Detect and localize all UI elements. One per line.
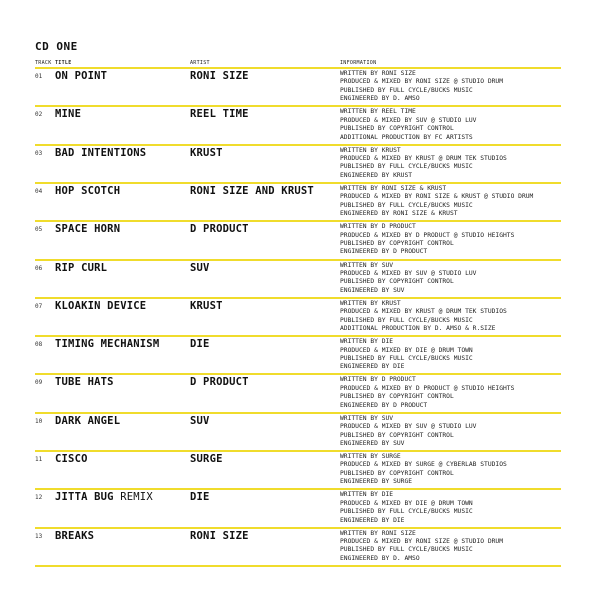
track-info-line: PUBLISHED BY COPYRIGHT CONTROL [340, 278, 454, 286]
title-column-header: TITLE [55, 60, 72, 66]
track-artist: SUV [190, 261, 210, 274]
track-divider [35, 565, 561, 567]
track-title [55, 223, 120, 235]
track-divider [35, 412, 561, 414]
track-divider [35, 527, 561, 529]
track-row [35, 223, 561, 259]
track-title-text: HOP SCOTCH [55, 184, 121, 197]
track-info-line: ADDITIONAL PRODUCTION BY FC ARTISTS [340, 133, 473, 141]
track-info-line: PRODUCED & MIXED BY SUV @ STUDIO LUV [340, 116, 477, 124]
track-info-line: PRODUCED & MIXED BY KRUST @ DRUM TEK STUDIOS [340, 155, 507, 162]
track-information [340, 185, 561, 219]
track-title-text: SPACE HORN [55, 223, 121, 236]
track-artist: RONI SIZE [190, 70, 249, 82]
track-row [35, 70, 561, 106]
track-info-line: WRITTEN BY D PRODUCT [340, 223, 416, 231]
track-info-line: WRITTEN BY KRUST [340, 146, 401, 154]
track-info-line: WRITTEN BY DIE [340, 338, 394, 346]
track-info-line: PUBLISHED BY FULL CYCLE/BUCKS MUSIC [340, 163, 473, 171]
track-info-line: ENGINEERED BY KRUST [340, 171, 413, 179]
track-artist: D PRODUCT [190, 376, 249, 389]
track-number: 05 [35, 226, 43, 234]
track-information [340, 453, 561, 487]
track-info-line: PRODUCED & MIXED BY RONI SIZE & KRUST @ STUDIO DRUM [340, 193, 534, 201]
track-artist: RONI SIZE AND KRUST [190, 184, 314, 197]
track-divider [35, 105, 561, 107]
track-title [55, 453, 88, 465]
track-title [55, 108, 81, 120]
track-divider [35, 259, 561, 261]
track-number: 09 [35, 379, 43, 387]
track-title-text: DARK ANGEL [55, 414, 121, 427]
track-information [340, 108, 561, 142]
track-info-line: ENGINEERED BY SUV [340, 439, 405, 447]
track-info-line: PUBLISHED BY COPYRIGHT CONTROL [340, 240, 454, 247]
track-title-text: TUBE HATS [55, 376, 114, 389]
header-divider [35, 67, 561, 69]
track-title-text: BREAKS [55, 529, 95, 542]
track-remix-label: REMIX [120, 491, 153, 504]
track-info-line: WRITTEN BY DIE [340, 491, 394, 499]
track-artist: SUV [190, 414, 210, 427]
track-divider [35, 297, 561, 299]
track-column-header: TRACK [35, 60, 52, 66]
track-number: 13 [35, 532, 43, 540]
track-artist: SURGE [190, 453, 223, 465]
track-info-line: ENGINEERED BY RONI SIZE & KRUST [340, 210, 458, 218]
track-number: 08 [35, 341, 43, 349]
information-column-header: INFORMATION [340, 60, 377, 66]
track-row [35, 300, 561, 336]
track-information [340, 70, 561, 104]
track-artist: RONI SIZE [190, 529, 249, 542]
track-info-line: ENGINEERED BY D PRODUCT [340, 248, 428, 256]
track-info-line: PRODUCED & MIXED BY D PRODUCT @ STUDIO HEIGHTS [340, 384, 515, 392]
track-title [55, 185, 120, 197]
track-number: 11 [35, 456, 43, 463]
track-number: 12 [35, 494, 43, 502]
cd-title: CD ONE [35, 40, 78, 53]
track-divider [35, 488, 561, 490]
track-info-line: PRODUCED & MIXED BY RONI SIZE @ STUDIO DRUM [340, 538, 504, 545]
track-information [340, 223, 561, 257]
track-info-line: WRITTEN BY SUV [340, 414, 394, 422]
track-title-text: KLOAKIN DEVICE [55, 299, 147, 312]
track-info-line: ADDITIONAL PRODUCTION BY D. AMSO & R.SIZE [340, 325, 496, 333]
track-artist: KRUST [190, 299, 223, 312]
artist-column-header: ARTIST [190, 60, 210, 66]
track-info-line: ENGINEERED BY SUV [340, 286, 405, 294]
track-divider [35, 373, 561, 375]
track-title [55, 300, 146, 312]
track-info-line: WRITTEN BY D PRODUCT [340, 376, 416, 384]
track-title [55, 70, 107, 82]
track-info-line: WRITTEN BY SUV [340, 261, 394, 269]
track-info-line: WRITTEN BY RONI SIZE & KRUST [340, 184, 447, 192]
track-artist: DIE [190, 338, 210, 351]
track-info-line: PUBLISHED BY COPYRIGHT CONTROL [340, 125, 454, 133]
track-info-line: PUBLISHED BY FULL CYCLE/BUCKS MUSIC [340, 316, 473, 324]
track-artist: D PRODUCT [190, 223, 249, 236]
track-info-line: PUBLISHED BY COPYRIGHT CONTROL [340, 469, 454, 477]
track-row [35, 376, 561, 412]
track-title [55, 376, 114, 388]
track-info-line: PRODUCED & MIXED BY KRUST @ DRUM TEK STUDIOS [340, 308, 507, 316]
track-row [35, 530, 561, 566]
track-title-text: CISCO [55, 453, 88, 465]
track-title-text: TIMING MECHANISM [55, 338, 160, 351]
track-info-line: PUBLISHED BY COPYRIGHT CONTROL [340, 393, 454, 401]
track-artist: DIE [190, 491, 210, 504]
track-row [35, 185, 561, 221]
track-information [340, 147, 561, 181]
track-information [340, 491, 561, 525]
track-title [55, 415, 120, 427]
track-title-text: RIP CURL [55, 261, 108, 274]
track-number: 10 [35, 417, 43, 425]
track-info-line: PUBLISHED BY COPYRIGHT CONTROL [340, 431, 454, 439]
track-info-line: PRODUCED & MIXED BY DIE @ DRUM TOWN [340, 499, 473, 507]
track-divider [35, 182, 561, 184]
track-title [55, 491, 153, 503]
track-title [55, 147, 146, 159]
track-info-line: PRODUCED & MIXED BY SUV @ STUDIO LUV [340, 423, 477, 431]
track-row [35, 491, 561, 527]
track-info-line: ENGINEERED BY DIE [340, 363, 405, 371]
track-information [340, 262, 561, 296]
track-number: 04 [35, 187, 43, 195]
track-row [35, 453, 561, 489]
track-title-text: MINE [55, 108, 82, 121]
track-information [340, 300, 561, 334]
track-info-line: PRODUCED & MIXED BY SURGE @ CYBERLAB STUDIOS [340, 461, 507, 469]
track-info-line: WRITTEN BY SURGE [340, 453, 401, 460]
track-title-text: ON POINT [55, 70, 108, 82]
track-number: 03 [35, 149, 43, 157]
track-title [55, 530, 94, 542]
track-info-line: ENGINEERED BY DIE [340, 516, 405, 524]
track-row [35, 147, 561, 183]
track-artist: KRUST [190, 146, 223, 159]
track-title-text: BAD INTENTIONS [55, 146, 147, 159]
track-row [35, 262, 561, 298]
track-information [340, 530, 561, 564]
track-divider [35, 450, 561, 452]
track-info-line: WRITTEN BY RONI SIZE [340, 529, 416, 537]
track-info-line: WRITTEN BY RONI SIZE [340, 70, 416, 77]
track-information [340, 415, 561, 449]
track-info-line: PUBLISHED BY FULL CYCLE/BUCKS MUSIC [340, 546, 473, 554]
track-row [35, 108, 561, 144]
track-artist: REEL TIME [190, 108, 249, 121]
track-title [55, 262, 107, 274]
track-info-line: WRITTEN BY KRUST [340, 299, 401, 307]
track-number: 01 [35, 73, 43, 80]
track-info-line: ENGINEERED BY D. AMSO [340, 554, 420, 562]
track-info-line: ENGINEERED BY SURGE [340, 478, 413, 486]
track-info-line: WRITTEN BY REEL TIME [340, 108, 416, 116]
track-title-text: JITTA BUG [55, 491, 114, 504]
track-divider [35, 220, 561, 222]
track-info-line: ENGINEERED BY D PRODUCT [340, 401, 428, 409]
track-info-line: PUBLISHED BY FULL CYCLE/BUCKS MUSIC [340, 508, 473, 516]
track-divider [35, 144, 561, 146]
track-number: 07 [35, 302, 43, 310]
track-information [340, 338, 561, 372]
track-info-line: PRODUCED & MIXED BY D PRODUCT @ STUDIO HEIGHTS [340, 231, 515, 239]
track-info-line: PUBLISHED BY FULL CYCLE/BUCKS MUSIC [340, 354, 473, 362]
track-number: 02 [35, 111, 43, 119]
track-information [340, 376, 561, 410]
track-info-line: ENGINEERED BY D. AMSO [340, 95, 420, 103]
track-row [35, 415, 561, 451]
track-number: 06 [35, 264, 43, 272]
track-info-line: PUBLISHED BY FULL CYCLE/BUCKS MUSIC [340, 86, 473, 94]
track-row [35, 338, 561, 374]
track-info-line: PUBLISHED BY FULL CYCLE/BUCKS MUSIC [340, 201, 473, 209]
track-title [55, 338, 159, 350]
track-info-line: PRODUCED & MIXED BY SUV @ STUDIO LUV [340, 269, 477, 277]
track-info-line: PRODUCED & MIXED BY RONI SIZE @ STUDIO DRUM [340, 78, 504, 86]
track-info-line: PRODUCED & MIXED BY DIE @ DRUM TOWN [340, 346, 473, 354]
track-divider [35, 335, 561, 337]
